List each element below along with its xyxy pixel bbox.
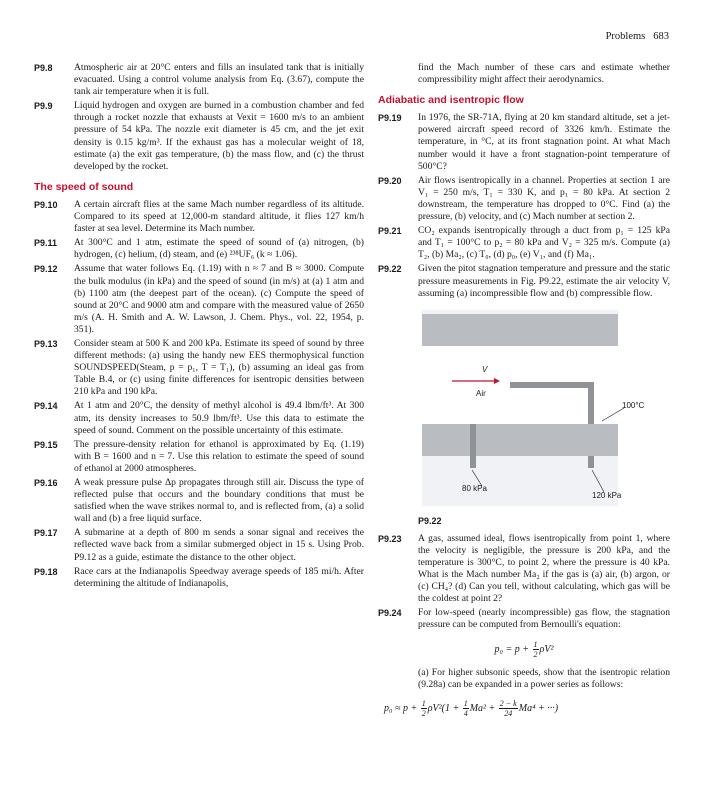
problem-p9-24	[378, 607, 670, 631]
fraction-term-2	[463, 699, 469, 718]
problem-text: A weak pressure pulse Δp propagates through still air. Discuss the type of reflected pulse that occurs and the boundary conditions that must be satisfied when the wave strikes normal to, and is reflected from, (a) a solid wall and (b) a free liquid surface.	[74, 477, 364, 525]
problem-p9-14	[34, 400, 364, 436]
section-heading-speed-of-sound: The speed of sound	[34, 180, 134, 193]
figure-caption: P9.22	[418, 515, 442, 526]
problem-text: For low-speed (nearly incompressible) gas flow, the stagnation pressure can be computed from Bernoulli's equation:	[418, 607, 670, 631]
problem-number: P9.24	[378, 608, 402, 619]
fraction-numerator: 2 − k	[499, 698, 517, 708]
problem-p9-18-continued: find the Mach number of these cars and estimate whether compressibility might affect their aerodynamics.	[418, 62, 670, 86]
problem-p9-17	[34, 527, 364, 563]
problem-number: P9.13	[34, 338, 58, 349]
equation-middle: ρV²(1 +	[427, 702, 462, 714]
problem-number: P9.12	[34, 264, 58, 275]
left-column	[34, 62, 364, 592]
air-label: Air	[476, 388, 486, 398]
problem-text: Air flows isentropically in a channel. Properties at section 1 are V₁ = 250 m/s, T₁ = 330 K, and p₁ = 80 kPa. At section 2 downstream, the temperature has dropped to 0°C. Find (a) the pressure, (b) velocity, and (c) Mach number at section 2.	[418, 174, 670, 223]
velocity-label: V	[482, 364, 488, 374]
mach-fourth-term: Ma⁴ + ···)	[518, 702, 559, 714]
equation-lhs: p₀ = p +	[494, 643, 532, 655]
problem-text: Liquid hydrogen and oxygen are burned in a combustion chamber and fed through a rocket nozzle that exhausts at Vexit = 1600 m/s to an ambient pressure of 54 kPa. The nozzle exit diameter is 45 cm, and the jet exit density is 0.15 kg/m³. If the exhaust gas has a molecular weight of 18, estimate (a) the exit gas temperature, (b) the mass flow, and (c) the thrust developed by the rocket.	[74, 100, 364, 172]
fraction-denominator: 24	[504, 708, 513, 718]
problem-text: A submarine at a depth of 800 m sends a sonar signal and receives the reflected wave back from a similar submerged object in 15 s. Using Prob. P9.12 as a guide, estimate the distance to the other object.	[74, 527, 364, 563]
problem-p9-15	[34, 439, 364, 475]
temperature-label: 100°C	[622, 400, 645, 410]
problem-number: P9.15	[34, 439, 58, 450]
power-series-equation	[384, 699, 670, 718]
problem-number: P9.20	[378, 175, 402, 186]
problem-text: Race cars at the Indianapolis Speedway average speeds of 185 mi/h. After determining the altitude of Indianapolis,	[74, 565, 364, 589]
problem-p9-13	[34, 338, 364, 398]
static-pressure-tap	[470, 424, 476, 468]
problem-number: P9.14	[34, 401, 58, 412]
problem-number: P9.11	[34, 238, 58, 249]
pitot-tube-stem	[588, 456, 594, 468]
problem-text: A certain aircraft flies at the same Mach number regardless of its altitude. Compared to its speed at 12,000-m standard altitude, it flies 127 km/h faster at sea level. Determine its Mach number.	[74, 198, 364, 235]
problem-p9-20	[378, 175, 670, 223]
problem-text: At 1 atm and 20°C, the density of methyl alcohol is 49.4 lbm/ft³. At 300 atm, its density increases to 50.9 lbm/ft³. Use this data to estimate the speed of sound. Comment on the possible uncertainty of this estimate.	[74, 400, 364, 436]
problem-text: A gas, assumed ideal, flows isentropically from point 1, where the velocity is negligible, the pressure is 200 kPa, and the temperature is 300°C, to point 2, where the pressure is 40 kPa. What is the Mach number Ma₂ if the gas is (a) air, (b) argon, or (c) CH₄? (d) Can you tell, without calculating, which gas will be the coldest at point 2?	[418, 532, 670, 605]
problem-number: P9.9	[34, 101, 53, 112]
bernoulli-equation	[378, 640, 670, 659]
section-heading-adiabatic-isentropic: Adiabatic and isentropic flow	[378, 94, 524, 107]
fraction-numerator: 1	[533, 639, 538, 649]
problem-p9-10	[34, 199, 364, 235]
problem-p9-23	[378, 533, 670, 606]
problem-number: P9.23	[378, 533, 402, 544]
duct-lower-wall	[422, 424, 618, 456]
problem-number: P9.19	[378, 113, 402, 124]
equation-rhs: ρV²	[539, 643, 554, 655]
problem-p9-12	[34, 263, 364, 336]
problem-text: CO₂ expands isentropically through a duct from p₁ = 125 kPa and T₁ = 100°C to p₂ = 80 kPa and V₂ = 325 m/s. Compute (a) T₂, (b) Ma₂, (c) T₀, (d) p₀, (e) V₁, and (f) Ma₁.	[418, 225, 670, 261]
problem-p9-8	[34, 62, 364, 98]
figure-p9-22	[378, 306, 670, 511]
running-head	[606, 31, 669, 42]
equation-lhs: p₀ ≈ p +	[384, 702, 420, 714]
fraction-half	[533, 640, 539, 659]
fraction-numerator: 1	[421, 698, 426, 708]
fraction-term-3	[499, 699, 518, 718]
fraction-numerator: 1	[463, 698, 468, 708]
problem-number: P9.21	[378, 226, 402, 237]
problem-p9-19	[378, 112, 670, 172]
problem-p9-16	[34, 477, 364, 525]
page-number: 683	[653, 31, 669, 42]
fraction-denominator: 2	[421, 708, 426, 718]
problem-text: Atmospheric air at 20°C enters and fills an insulated tank that is initially evacuated. Using a control volume analysis from Eq. (3.67), compute the tank air temperature when it is full.	[74, 62, 364, 98]
problem-p9-21	[378, 225, 670, 261]
pressure-right-label: 120 kPa	[592, 490, 622, 500]
problem-number: P9.17	[34, 528, 58, 539]
fraction-term-1	[421, 699, 427, 718]
problem-number: P9.22	[378, 264, 402, 275]
problem-text: Given the pitot stagnation temperature and pressure and the static pressure measurements in Fig. P9.22, estimate the air velocity V, assuming (a) incompressible flow and (b) compressible flow.	[418, 263, 670, 299]
problem-number: P9.16	[34, 478, 58, 488]
problem-text: Assume that water follows Eq. (1.19) with n ≈ 7 and B ≈ 3000. Compute the bulk modulus (in kPa) and the speed of sound (in m/s) at (a) 1 atm and (b) 1100 atm (the deepest part of the ocean). (c) Compute the speed of sound at 20°C and 9000 atm and compare with the measured value of 2650 m/s (A. H. Smith and A. W. Lawson, J. Chem. Phys., vol. 22, 1954, p. 351).	[74, 263, 364, 335]
problem-p9-11	[34, 237, 364, 261]
pressure-left-label: 80 kPa	[462, 483, 487, 493]
mach-squared-term: Ma² +	[469, 702, 498, 714]
problem-p9-24-part-a: (a) For higher subsonic speeds, show that the isentropic relation (9.28a) can be expanded in a power series as follows:	[418, 666, 670, 690]
fraction-denominator: 2	[533, 649, 538, 659]
problem-number: P9.10	[34, 199, 58, 210]
problem-p9-22	[378, 263, 670, 299]
page-title: Problems	[605, 31, 646, 42]
problem-number: P9.18	[34, 566, 58, 577]
duct-upper-wall	[422, 314, 618, 346]
problem-p9-9	[34, 100, 364, 173]
right-column	[378, 62, 670, 718]
problem-text: The pressure-density relation for ethanol is approximated by Eq. (1.19) with B = 1600 and n = 7. Use this relation to estimate the speed of sound of ethanol at 2000 atmospheres.	[74, 438, 364, 474]
problem-p9-18	[34, 566, 364, 590]
fraction-denominator: 4	[463, 708, 468, 718]
problem-text: Consider steam at 500 K and 200 kPa. Estimate its speed of sound by three different methods: (a) using the handy new EES thermophysical function SOUNDSPEED(Steam, p = p₁, T = T₁), (b) assuming an ideal gas from Table B.4, or (c) using finite differences for isentropic densities between 210 kPa and 190 kPa.	[74, 337, 364, 398]
problem-text: In 1976, the SR-71A, flying at 20 km standard altitude, set a jet-powered aircraft speed record of 3326 km/h. Estimate the temperature, in °C, at its front stagnation point. At what Mach number would it have a front stagnation-point temperature of 500°C?	[418, 112, 670, 172]
problem-number: P9.8	[34, 63, 53, 73]
problem-text: At 300°C and 1 atm, estimate the speed of sound of (a) nitrogen, (b) hydrogen, (c) helium, (d) steam, and (e) ²³⁸UF₆ (k ≈ 1.06).	[74, 237, 364, 261]
